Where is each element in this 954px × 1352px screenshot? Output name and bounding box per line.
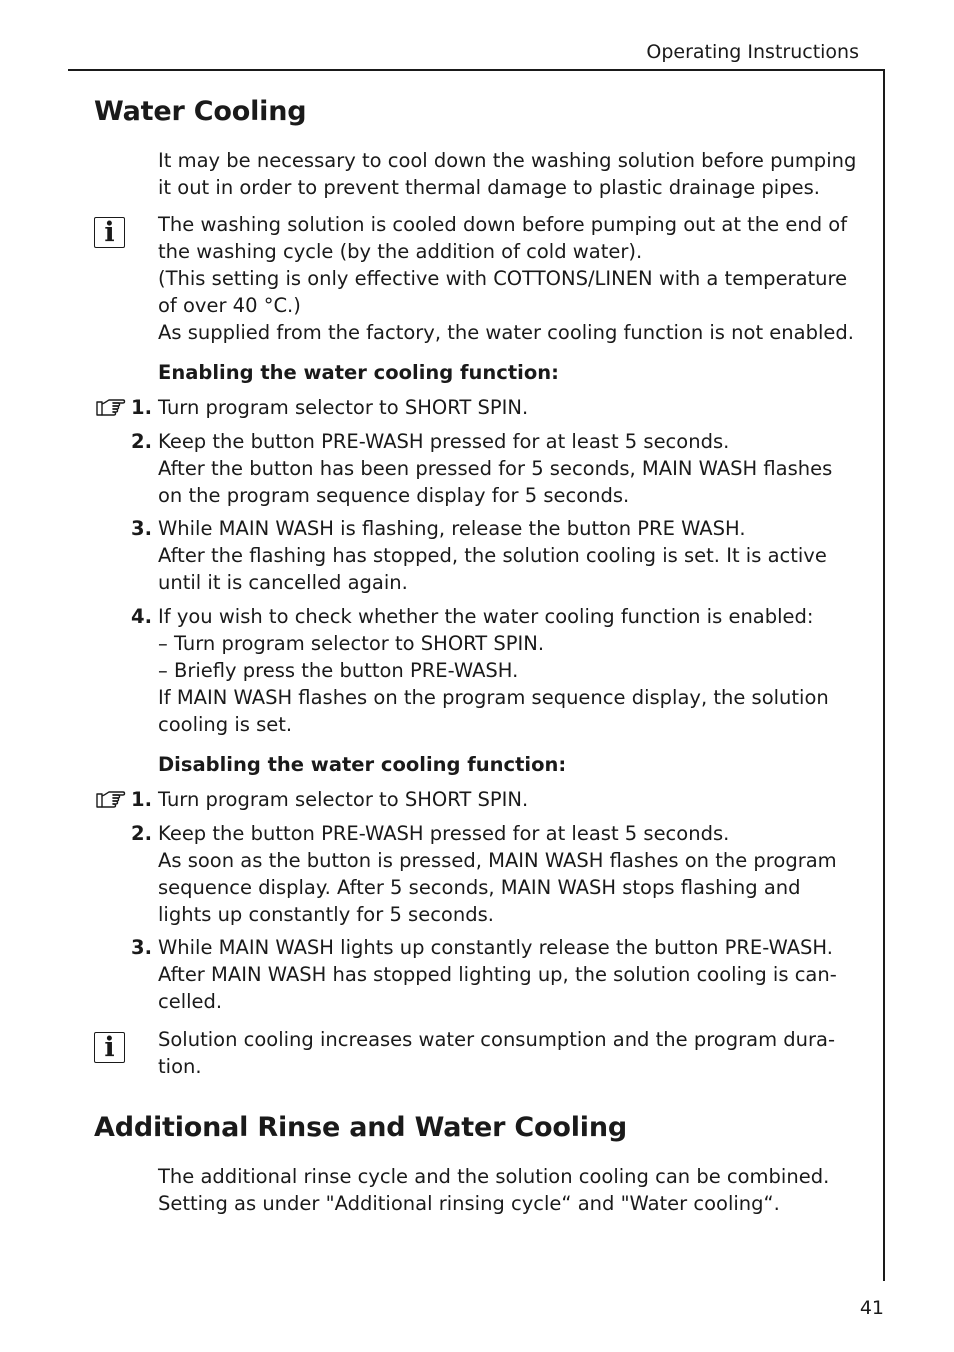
pointing-hand-icon	[95, 398, 129, 418]
info-icon: i	[94, 217, 125, 248]
step-text	[158, 428, 870, 509]
text-line: Keep the button PRE-WASH pressed for at least 5 seconds.	[158, 430, 730, 453]
text-line: celled.	[158, 990, 223, 1013]
text-line: Keep the button PRE-WASH pressed for at least 5 seconds.	[158, 822, 730, 845]
step-text	[158, 934, 870, 1015]
page-number: 41	[859, 1297, 884, 1319]
step-text	[158, 515, 870, 596]
text-line: sequence display. After 5 seconds, MAIN WASH stops flashing and	[158, 876, 801, 899]
right-margin-rule	[883, 69, 885, 1281]
text-line: cooling is set.	[158, 713, 293, 736]
text-line: While MAIN WASH lights up constantly release the button PRE-WASH.	[158, 936, 833, 959]
header-rule	[68, 69, 885, 71]
text-line: tion.	[158, 1055, 202, 1078]
text-line: Solution cooling increases water consumption and the program dura-	[158, 1028, 836, 1051]
text-line: After the flashing has stopped, the solution cooling is set. It is active	[158, 544, 827, 567]
text-line: – Briefly press the button PRE-WASH.	[158, 659, 519, 682]
text-line: If MAIN WASH flashes on the program sequence display, the solution	[158, 686, 829, 709]
header-title: Operating Instructions	[646, 41, 859, 63]
info-icon: i	[94, 1032, 125, 1063]
step-number: 2.	[131, 430, 152, 453]
text-line: Turn program selector to SHORT SPIN.	[158, 788, 529, 811]
text-line: it out in order to prevent thermal damage to plastic drainage pipes.	[158, 176, 820, 199]
text-line: After MAIN WASH has stopped lighting up, the solution cooling is can-	[158, 963, 837, 986]
text-line: After the button has been pressed for 5 seconds, MAIN WASH flashes	[158, 457, 833, 480]
text-line: (This setting is only effective with COTTONS/LINEN with a temperature	[158, 267, 848, 290]
step-text	[158, 820, 870, 928]
step-number: 4.	[131, 605, 152, 628]
step-number: 3.	[131, 517, 152, 540]
text-line: The additional rinse cycle and the solution cooling can be combined.	[158, 1165, 830, 1188]
section-heading-water-cooling: Water Cooling	[94, 96, 307, 127]
step-text	[158, 394, 870, 421]
text-line: While MAIN WASH is flashing, release the button PRE WASH.	[158, 517, 746, 540]
text-line: Setting as under "Additional rinsing cycle“ and "Water cooling“.	[158, 1192, 780, 1215]
step-number: 1.	[131, 396, 152, 419]
text-line: on the program sequence display for 5 seconds.	[158, 484, 630, 507]
text-line: The washing solution is cooled down before pumping out at the end of	[158, 213, 848, 236]
info-paragraph-consumption	[158, 1026, 868, 1080]
step-number: 2.	[131, 822, 152, 845]
text-line: – Turn program selector to SHORT SPIN.	[158, 632, 545, 655]
intro-paragraph	[158, 147, 868, 201]
info-paragraph	[158, 211, 868, 346]
text-line: the washing cycle (by the addition of cold water).	[158, 240, 643, 263]
text-line: As supplied from the factory, the water cooling function is not enabled.	[158, 321, 854, 344]
text-line: It may be necessary to cool down the washing solution before pumping	[158, 149, 857, 172]
step-text	[158, 603, 870, 738]
step-number: 1.	[131, 788, 152, 811]
text-line: As soon as the button is pressed, MAIN WASH flashes on the program	[158, 849, 837, 872]
text-line: Turn program selector to SHORT SPIN.	[158, 396, 529, 419]
text-line: If you wish to check whether the water cooling function is enabled:	[158, 605, 814, 628]
section-heading-additional-rinse: Additional Rinse and Water Cooling	[94, 1112, 627, 1143]
disable-subheading: Disabling the water cooling function:	[158, 753, 567, 776]
text-line: of over 40 °C.)	[158, 294, 301, 317]
text-line: until it is cancelled again.	[158, 571, 408, 594]
enable-subheading: Enabling the water cooling function:	[158, 361, 559, 384]
pointing-hand-icon	[95, 790, 129, 810]
step-text	[158, 786, 870, 813]
text-line: lights up constantly for 5 seconds.	[158, 903, 494, 926]
additional-rinse-paragraph	[158, 1163, 868, 1217]
step-number: 3.	[131, 936, 152, 959]
